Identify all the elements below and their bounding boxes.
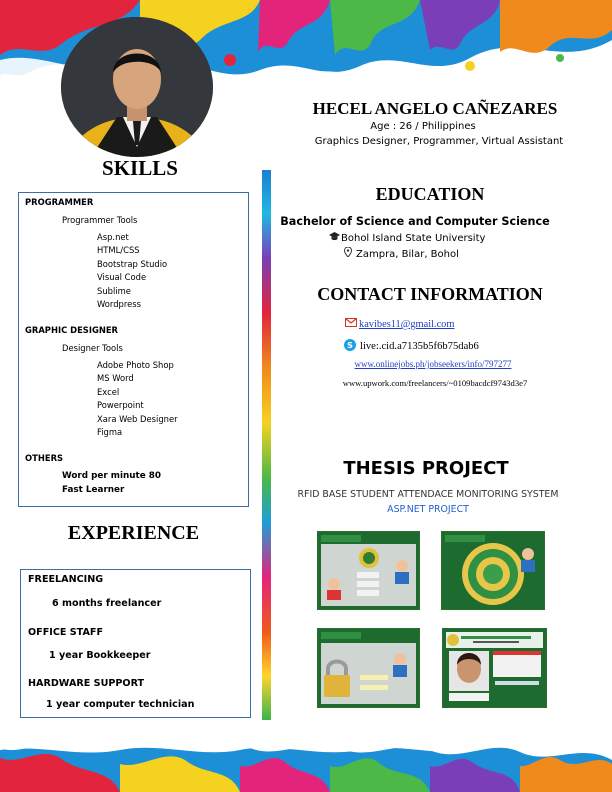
skill-item: MS Word	[97, 373, 134, 383]
programmer-title: PROGRAMMER	[25, 197, 94, 207]
designer-tools-label: Designer Tools	[62, 343, 123, 353]
skill-item: HTML/CSS	[97, 245, 140, 255]
skype-icon	[344, 339, 360, 354]
skill-item: Powerpoint	[97, 400, 144, 410]
location-row	[344, 247, 459, 260]
school-name: Bohol Island State University	[341, 233, 486, 244]
onlinejobs-row	[280, 359, 586, 369]
age-country: Age : 26 / Philippines	[370, 121, 476, 132]
skills-heading: SKILLS	[102, 156, 178, 180]
other-skill-item: Word per minute 80	[62, 471, 161, 481]
programmer-tools-label: Programmer Tools	[62, 215, 138, 225]
experience-box	[20, 569, 251, 718]
upwork-url: www.upwork.com/freelancers/~0109bacdcf9743d3e7	[342, 378, 528, 388]
skype-row	[344, 339, 479, 354]
skill-item: Excel	[97, 387, 120, 397]
skill-item: Bootstrap Studio	[97, 259, 168, 269]
thesis-title: RFID BASE STUDENT ATTENDACE MONITORING SYSTEM	[297, 489, 559, 500]
mail-icon	[345, 318, 359, 330]
experience-detail: 1 year Bookkeeper	[49, 650, 151, 661]
designer-title: GRAPHIC DESIGNER	[25, 325, 119, 335]
thesis-screenshot-login	[317, 531, 420, 610]
thesis-screenshot-lock	[317, 628, 420, 708]
email-link[interactable]: kavibes11@gmail.com	[359, 319, 455, 330]
skill-item: Adobe Photo Shop	[97, 360, 174, 370]
skill-item: Xara Web Designer	[97, 414, 178, 424]
location-pin-icon	[344, 247, 356, 260]
full-name: HECEL ANGELO CAÑEZARES	[312, 99, 558, 118]
skill-item: Sublime	[97, 286, 131, 296]
school-location: Zampra, Bilar, Bohol	[356, 249, 459, 260]
paint-divider	[262, 170, 271, 720]
skill-item: Wordpress	[97, 299, 141, 309]
footer-paint-splash	[0, 738, 612, 792]
experience-heading: EXPERIENCE	[67, 522, 200, 544]
roles: Graphics Designer, Programmer, Virtual Assistant	[314, 136, 564, 147]
thesis-screenshot-attendance	[442, 628, 547, 708]
thesis-heading: THESIS PROJECT	[343, 458, 509, 479]
degree: Bachelor of Science and Computer Science	[280, 215, 550, 228]
onlinejobs-link[interactable]: www.onlinejobs.ph/jobseekers/info/797277	[354, 359, 512, 369]
thesis-subtitle: ASP.NET PROJECT	[387, 504, 469, 515]
graduation-cap-icon	[329, 232, 341, 244]
email-row	[345, 318, 454, 330]
svg-text:S: S	[347, 341, 353, 350]
education-heading: EDUCATION	[375, 184, 485, 204]
others-title: OTHERS	[25, 453, 64, 463]
thesis-screenshot-seal	[441, 531, 545, 610]
experience-category: OFFICE STAFF	[28, 627, 104, 638]
experience-category: FREELANCING	[28, 574, 104, 585]
skills-box	[18, 192, 249, 507]
other-skill-item: Fast Learner	[62, 485, 125, 495]
experience-detail: 1 year computer technician	[46, 699, 195, 710]
avatar	[61, 17, 213, 157]
skill-item: Visual Code	[97, 272, 147, 282]
contact-heading: CONTACT INFORMATION	[317, 284, 543, 304]
experience-category: HARDWARE SUPPORT	[28, 678, 145, 689]
school-row	[329, 232, 485, 244]
skill-item: Asp.net	[97, 232, 129, 242]
skype-id: live:.cid.a7135b5f6b75dab6	[360, 341, 479, 352]
experience-detail: 6 months freelancer	[52, 598, 162, 609]
skill-item: Figma	[97, 427, 123, 437]
